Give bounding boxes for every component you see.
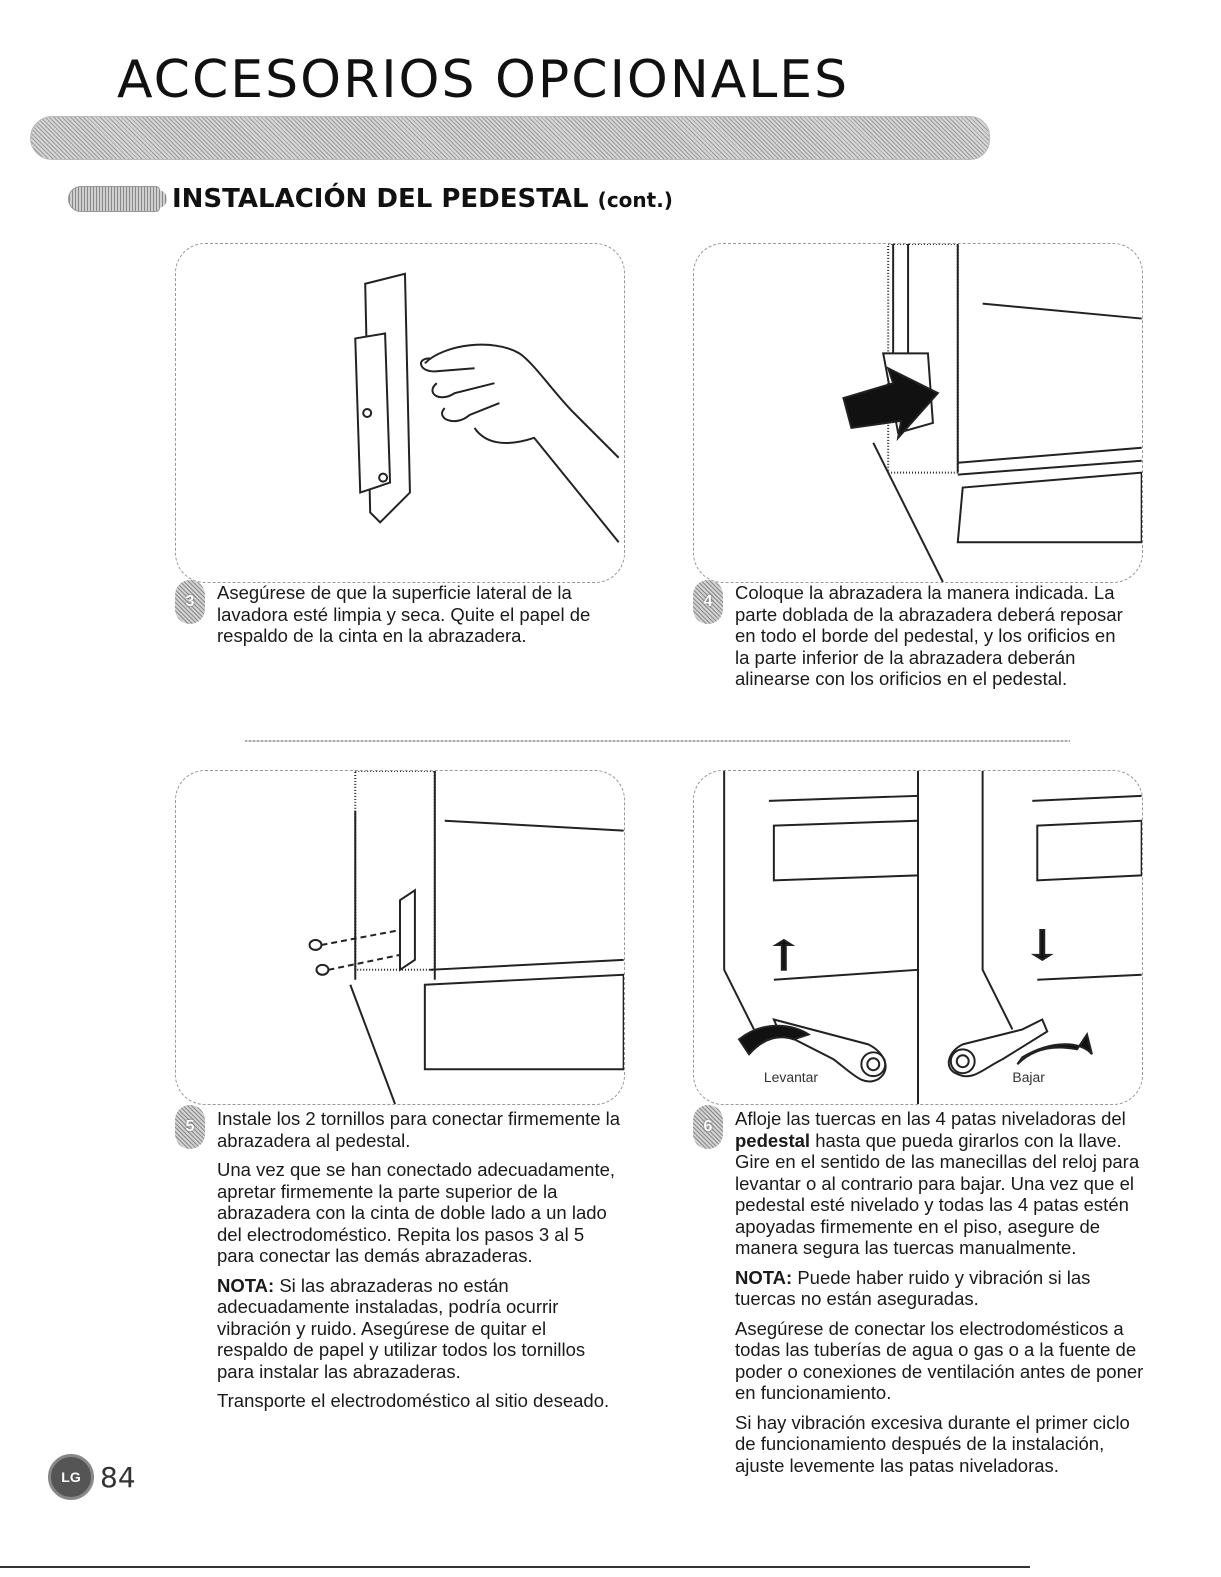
step-badge-5: 5 <box>175 1105 205 1149</box>
section-suffix: (cont.) <box>597 188 673 212</box>
bottom-rule <box>0 1566 1030 1568</box>
step-6-p1-bold: pedestal <box>735 1129 811 1151</box>
lg-logo-icon: LG <box>48 1454 94 1500</box>
caption-raise: Levantar <box>763 1069 819 1086</box>
step-6-paragraph-1 <box>735 1108 1147 1259</box>
step-6-note-text: Puede haber ruido y vibración si las tuercas no están aseguradas. <box>735 1266 1091 1309</box>
step-6-paragraph-3: Asegúrese de conectar los electrodomésticos a todas las tuberías de agua o gas o a la fuente de poder o conexiones de ventilación antes de poner en funcionamiento. <box>735 1317 1144 1403</box>
step-4-text <box>735 582 1135 698</box>
step-5-note <box>217 1275 622 1383</box>
step-6-p1-a: Afloje las tuercas en las 4 patas niveladoras del <box>735 1108 1126 1129</box>
step-5-paragraph-4: Transporte el electrodoméstico al sitio deseado. <box>217 1390 610 1411</box>
step-badge-4: 4 <box>693 580 723 624</box>
illustration-step-4 <box>693 243 1143 583</box>
step-badge-3: 3 <box>175 580 205 624</box>
illustration-step-6 <box>693 770 1143 1105</box>
page-footer <box>48 1454 136 1500</box>
illustration-step-5 <box>175 770 625 1105</box>
caption-lower: Bajar <box>1012 1069 1045 1086</box>
step-6-paragraph-4: Si hay vibración excesiva durante el primer ciclo de funcionamiento después de la instalación, ajuste levemente las patas niveladoras. <box>735 1411 1130 1476</box>
step-5-note-label: NOTA: <box>217 1274 275 1296</box>
step-3-text <box>217 582 607 655</box>
section-divider <box>245 740 1070 742</box>
step-5-paragraph-2: Una vez que se han conectado adecuadamente, apretar firmemente la parte superior de la abrazadera con la cinta de doble lado a un lado del electrodoméstico. Repita los pasos 3 al 5 para conectar las demás abrazaderas. <box>217 1159 616 1266</box>
step-6-note <box>735 1267 1147 1310</box>
section-title: INSTALACIÓN DEL PEDESTAL (cont.) <box>172 184 673 214</box>
step-6-p1-b: hasta que pueda girarlos con la llave. Gire en el sentido de las manecillas del reloj para levantar o al contrario para bajar. Una vez que el pedestal esté nivelado y todas las 4 patas estén apoyadas firmemente en el piso, asegure de manera segura las tuercas manualmente. <box>735 1129 1140 1258</box>
section-heading <box>68 184 673 214</box>
step-5-paragraph-1: Instale los 2 tornillos para conectar firmemente la abrazadera al pedestal. <box>217 1108 621 1151</box>
illustration-step-3 <box>175 243 625 583</box>
step-3-paragraph: Asegúrese de que la superficie lateral de la lavadora esté limpia y seca. Quite el papel de respaldo de la cinta en la abrazadera. <box>217 582 591 646</box>
step-5-note-text: Si las abrazaderas no están adecuadamente instaladas, podría ocurrir vibración y ruido. Asegúrese de quitar el respaldo de papel y utilizar todos los tornillos para instalar las abrazaderas. <box>217 1274 586 1382</box>
step-5-text <box>217 1108 622 1420</box>
section-pill-icon <box>68 186 160 212</box>
step-6-text <box>735 1108 1147 1484</box>
step-badge-6: 6 <box>693 1105 723 1149</box>
page-title: ACCESORIOS OPCIONALES <box>117 50 850 110</box>
step-4-paragraph: Coloque la abrazadera la manera indicada. La parte doblada de la abrazadera deberá reposar en todo el borde del pedestal, y los orificios en la parte inferior de la abrazadera deberán alinearse con los orificios en el pedestal. <box>735 582 1123 689</box>
step-6-note-label: NOTA: <box>735 1266 793 1288</box>
title-banner <box>30 116 990 160</box>
page-number: 84 <box>100 1460 136 1494</box>
